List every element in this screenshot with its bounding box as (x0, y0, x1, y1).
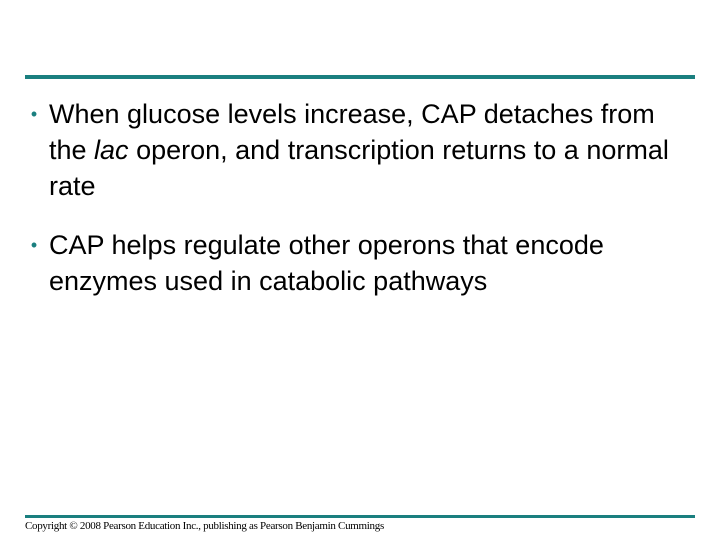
bullet-text (49, 96, 699, 204)
bullet-marker: • (30, 235, 38, 255)
bottom-divider (25, 515, 695, 518)
bullet-text-part: operon, and transcription returns to a normal rate (49, 135, 669, 201)
bullet-marker: • (30, 104, 38, 124)
bullet-text-part: When glucose levels increase, CAP detaches from the (49, 99, 655, 165)
copyright-footer: Copyright © 2008 Pearson Education Inc., publishing as Pearson Benjamin Cummings (25, 520, 384, 532)
bullet-text-italic: lac (94, 135, 129, 165)
bullet-text: CAP helps regulate other operons that encode enzymes used in catabolic pathways (49, 230, 604, 296)
